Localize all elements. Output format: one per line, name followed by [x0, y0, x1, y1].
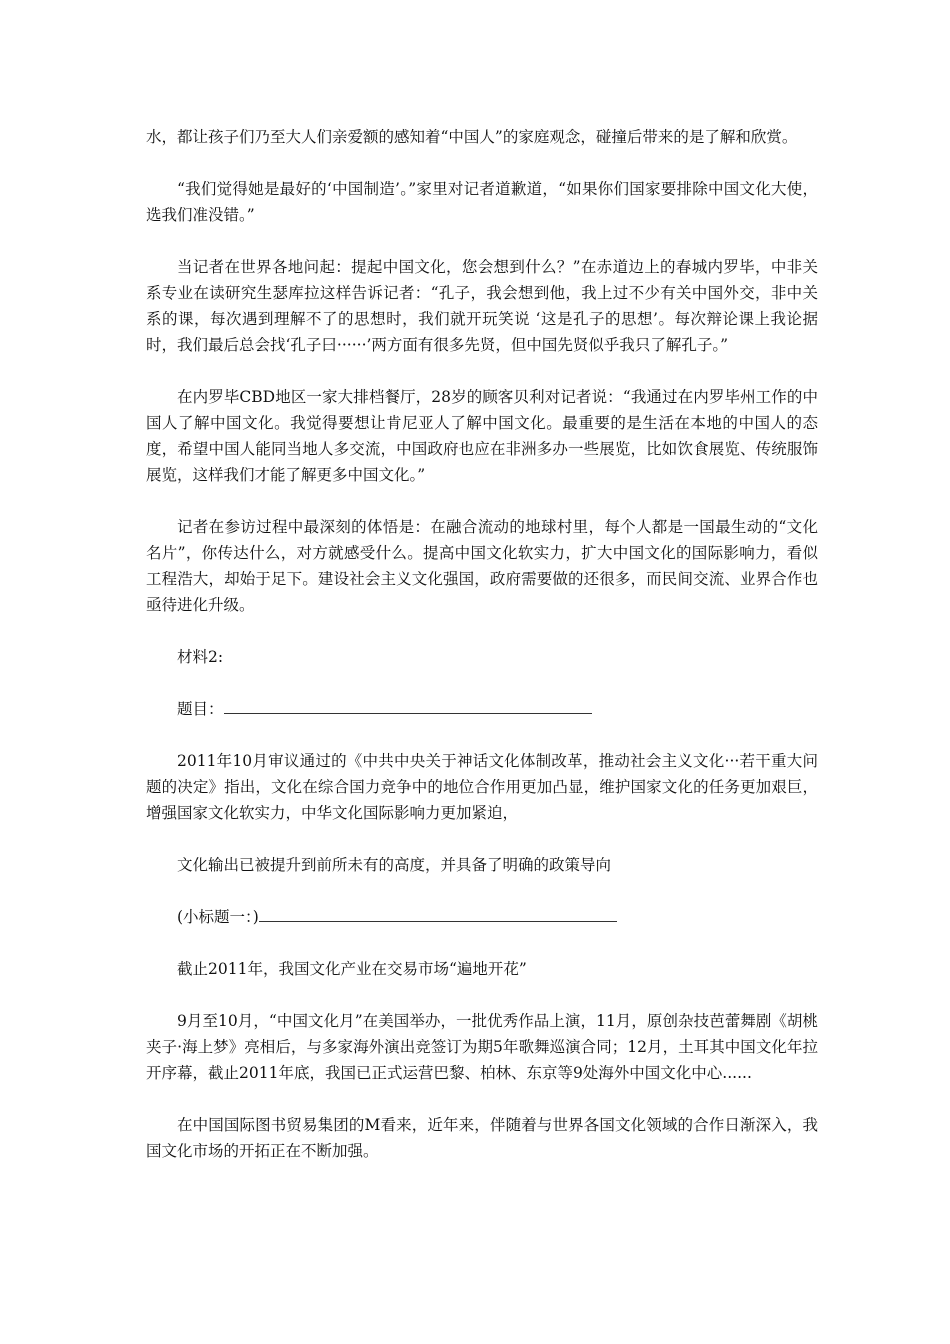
title-blank[interactable] — [224, 699, 592, 714]
paragraph-1: 水，都让孩子们乃至大人们亲爱额的感知着“中国人”的家庭观念，碰撞后带来的是了解和欣赏。 — [146, 128, 798, 146]
subtitle-blank[interactable] — [259, 907, 617, 922]
paragraph-4: 在内罗毕CBD地区一家大排档餐厅，28岁的顾客贝利对记者说：“我通过在内罗毕州工作的中国人了解中国文化。我觉得要想让肯尼亚人了解中国文化。最重要的是生活在本地的中国人的态度，希望中国人能同当地人多交流，中国政府也应在非洲多办一些展览，比如饮食展览、传统服饰展览，这样我们才能了解更多中国文化。” — [146, 388, 818, 484]
paragraph-3: 当记者在世界各地问起：提起中国文化，您会想到什么？”在赤道边上的春城内罗毕，中非关系专业在读研究生瑟库拉这样告诉记者：“孔子，我会想到他，我上过不少有关中国外交，非中关系的课，每次遇到理解不了的思想时，我们就开玩笑说 ‘这是孔子的思想’。每次辩论课上我论据时，我们最后总会找‘孔子曰······’两方面有很多先贤，但中国先贤似乎我只了解孔子。” — [146, 258, 818, 354]
paragraph-decision: 2011年10月审议通过的《中共中央关于神话文化体制改革，推动社会主义文化···若干重大问题的决定》指出，文化在综合国力竞争中的地位合作用更加凸显，维护国家文化的任务更加艰巨，增强国家文化软实力，中华文化国际影响力更加紧迫， — [146, 752, 818, 822]
document-page — [146, 124, 818, 1190]
paragraph-events: 9月至10月，“中国文化月”在美国举办，一批优秀作品上演，11月，原创杂技芭蕾舞剧《胡桃夹子·海上梦》亮相后，与多家海外演出竞签订为期5年歌舞巡演合同；12月，土耳其中国文化年拉开序幕，截止2011年底，我国已正式运营巴黎、柏林、东京等9处海外中国文化中心...... — [146, 1012, 818, 1082]
paragraph-book-trade: 在中国国际图书贸易集团的M看来，近年来，伴随着与世界各国文化领域的合作日渐深入，我国文化市场的开拓正在不断加强。 — [146, 1116, 818, 1160]
paragraph-2: “我们觉得她是最好的‘中国制造’。”家里对记者道歉道，“如果你们国家要排除中国文化大使，选我们准没错。” — [146, 180, 818, 224]
subtitle-label: (小标题一：) — [177, 908, 259, 926]
paragraph-culture-export: 文化输出已被提升到前所未有的高度，并具备了明确的政策导向 — [177, 856, 612, 874]
subtitle-line — [146, 904, 818, 930]
paragraph-market: 截止2011年，我国文化产业在交易市场“遍地开花” — [177, 960, 527, 978]
title-line — [146, 696, 818, 722]
paragraph-5: 记者在参访过程中最深刻的体悟是：在融合流动的地球村里，每个人都是一国最生动的“文化名片”，你传达什么，对方就感受什么。提高中国文化软实力，扩大中国文化的国际影响力，看似工程浩大，却始于足下。建设社会主义文化强国，政府需要做的还很多，而民间交流、业界合作也亟待进化升级。 — [146, 518, 818, 614]
title-label: 题目： — [177, 700, 224, 718]
material-2-label: 材料2: — [177, 648, 224, 666]
